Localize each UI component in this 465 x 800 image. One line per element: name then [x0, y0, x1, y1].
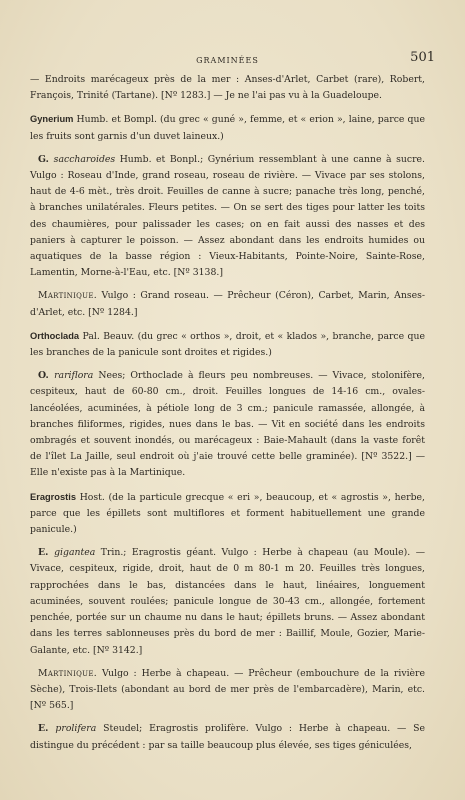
genus-name: Eragrostis — [30, 491, 76, 502]
species-name: saccharoides — [53, 153, 116, 165]
species-description: Steudel; Eragrostis prolifère. Vulgo : Herbe à chapeau. — Se distingue du précédent : par sa taille beaucoup plus élevée, ses tiges géniculées, — [30, 723, 425, 751]
species-description: Humb. et Bonpl.; Gynérium ressemblant à une canne à sucre. Vulgo : Roseau d'Inde, grand roseau, roseau de rivière. — Vivace par ses stolons, haut de 4-6 mèt., très droit. Feuilles de canne à sucre; panache très long, penché, à branches unilatérales. Fleurs petites. — On se sert des tiges pour latter les toits des chaumières, pour palissader les cases; on en fait aussi des nasses et des paniers à capturer le poisson. — Assez abondant dans les endroits humides ou aquatiques de la basse région : Vieux-Habitants, Pointe-Noire, Sainte-Rose, Lamentin, Morne-à-l'Eau, etc. [Nº 3138.] — [30, 153, 426, 279]
genus-entry-eragrostis — [30, 489, 425, 539]
species-name: gigantea — [54, 547, 96, 559]
martinique-note-1 — [30, 288, 425, 320]
genus-description: Pal. Beauv. (du grec « orthos », droit, et « klados », branche, parce que les branches de la panicule sont droites et rigides.) — [30, 330, 425, 359]
species-entry-prolifera — [30, 721, 425, 753]
species-name: rariflora — [54, 370, 94, 382]
species-genus-abbr: G. — [38, 153, 54, 165]
species-genus-abbr: O. — [38, 370, 55, 382]
genus-name: Gynerium — [30, 114, 74, 125]
species-genus-abbr: E. — [38, 547, 55, 559]
species-description: Trin.; Eragrostis géant. Vulgo : Herbe à chapeau (au Moule). — Vivace, cespiteux, rigide, droit, haut de 0 m 80-1 m 20. Feuilles très longues, rapprochées dans le bas, distancées dans le haut, linéaires, longuement acuminées, souvent roulées; panicule longue de 30-43 cm., allongée, fortement penchée, portée sur un chaume nu dans le haut; épillets bruns. — Assez abondant dans les terres sablonneuses près du bord de mer : Baillif, Moule, Gozier, Marie-Galante, etc. [Nº 3142.] — [30, 547, 425, 656]
martinique-note-2 — [30, 666, 425, 715]
genus-description: Host. (de la particule grecque « eri », beaucoup, et « agrostis », herbe, parce que les épillets sont multiflores et forment habituellement une grande panicule.) — [30, 491, 425, 536]
region-label: Martinique. — [38, 667, 98, 679]
page-header — [30, 50, 435, 68]
region-text: Vulgo : Grand roseau. — Prêcheur (Céron), Carbet, Marin, Anses-d'Arlet, etc. [Nº 1284.] — [30, 290, 425, 318]
species-genus-abbr: E. — [38, 723, 56, 735]
region-text: Vulgo : Herbe à chapeau. — Prêcheur (embouchure de la rivière Sèche), Trois-Ilets (abondant au bord de mer près de l'embarcadère), Marin, etc. [Nº 565.] — [30, 667, 425, 712]
species-entry-saccharoides — [30, 152, 425, 282]
genus-entry-orthoclada — [30, 328, 425, 361]
running-title: GRAMINÉES — [196, 56, 259, 65]
species-entry-gigantea — [30, 545, 425, 658]
continuation-paragraph — [30, 72, 425, 104]
genus-name: Orthoclada — [30, 330, 80, 341]
genus-description: Humb. et Bompl. (du grec « guné », femme, et « erion », laine, parce que les fruits sont garnis d'un duvet laineux.) — [30, 114, 425, 142]
paragraph-text: — Endroits marécageux près de la mer : Anses-d'Arlet, Carbet (rare), Robert, François, Trinité (Tartane). [Nº 1283.] — Je ne l'ai pas vu à la Guadeloupe. — [30, 74, 425, 102]
species-entry-rariflora — [30, 368, 425, 481]
genus-entry-gynerium — [30, 111, 425, 144]
region-label: Martinique. — [38, 290, 98, 302]
species-name: prolifera — [55, 723, 97, 735]
page-number: 501 — [410, 50, 435, 65]
species-description: Nees; Orthoclade à fleurs peu nombreuses. — Vivace, stolonifère, cespiteux, haut de 60-80 cm., droit. Feuilles longues de 14-16 cm., ovales-lancéolées, acuminées, à pétiole long de 3 cm.; panicule ramassée, allongée, à branches filiformes, rigides, nues dans le bas. — Vit en société dans les endroits ombragés et souvent inondés, ou marécageux : Baie-Mahault (dans la vaste forêt de l'îlet La Jaille, seul endroit où j'aie trouvé cette belle graminée). [Nº 3522.] — Elle n'existe pas à la Martinique. — [30, 370, 425, 479]
